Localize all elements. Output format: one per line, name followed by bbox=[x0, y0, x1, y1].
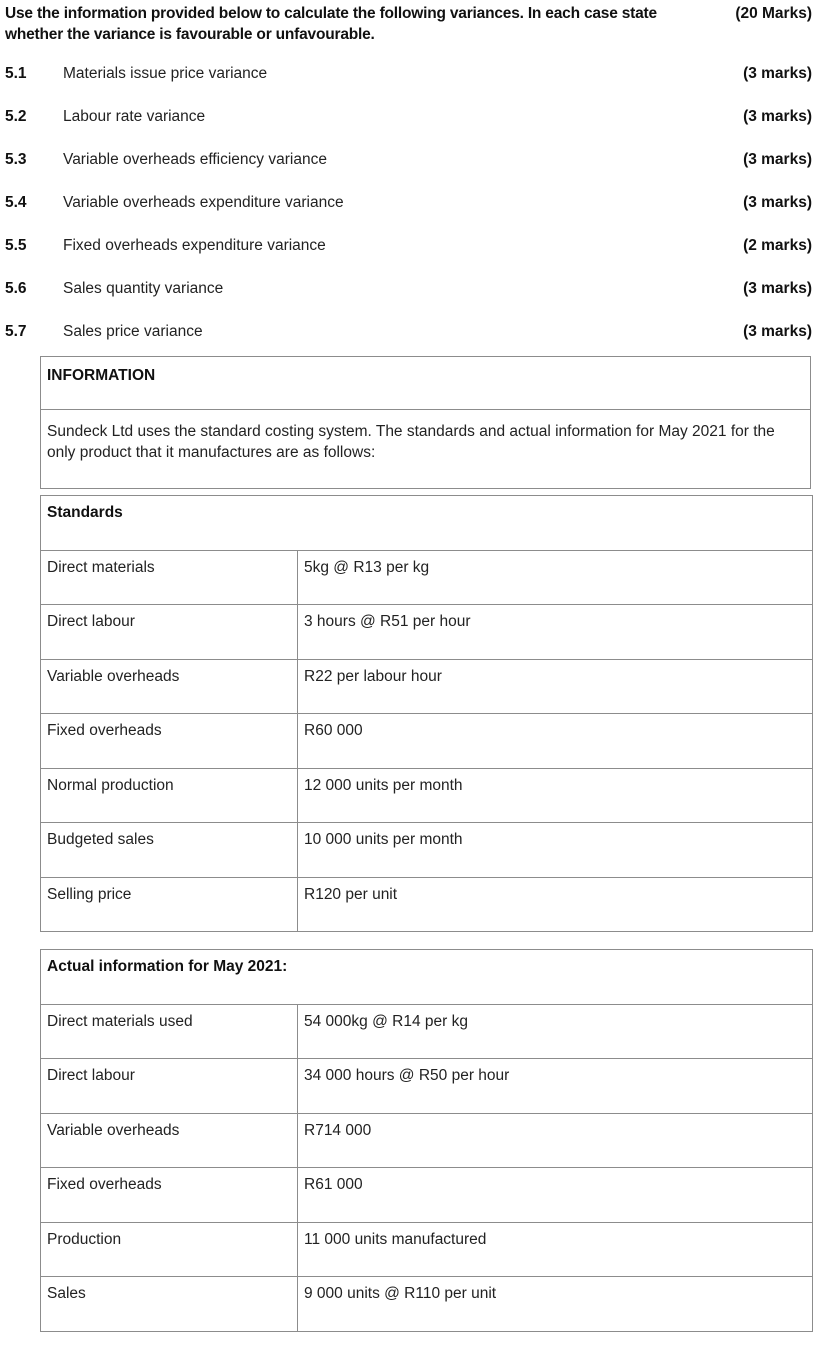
information-heading-box bbox=[40, 356, 811, 410]
row-label: Fixed overheads bbox=[41, 714, 298, 769]
row-label: Fixed overheads bbox=[41, 1168, 298, 1223]
row-value: 10 000 units per month bbox=[298, 823, 813, 878]
question-item bbox=[5, 322, 812, 342]
row-label: Sales bbox=[41, 1277, 298, 1332]
question-marks: (2 marks) bbox=[743, 237, 812, 254]
question-marks: (3 marks) bbox=[743, 323, 812, 340]
question-item bbox=[5, 279, 812, 299]
row-label: Direct labour bbox=[41, 605, 298, 660]
question-text: Variable overheads expenditure variance bbox=[63, 194, 344, 211]
question-text: Materials issue price variance bbox=[63, 65, 268, 82]
question-item bbox=[5, 193, 812, 213]
table-row bbox=[41, 1004, 813, 1059]
row-value: R120 per unit bbox=[298, 877, 813, 932]
row-value: 11 000 units manufactured bbox=[298, 1222, 813, 1277]
question-text: Labour rate variance bbox=[63, 108, 206, 125]
question-text: Sales price variance bbox=[63, 323, 203, 340]
row-label: Production bbox=[41, 1222, 298, 1277]
table-row bbox=[41, 1277, 813, 1332]
question-number: 5.4 bbox=[5, 194, 27, 211]
total-marks: (20 Marks) bbox=[735, 5, 812, 22]
question-text: Fixed overheads expenditure variance bbox=[63, 237, 326, 254]
row-value: R61 000 bbox=[298, 1168, 813, 1223]
row-value: R22 per labour hour bbox=[298, 659, 813, 714]
row-label: Variable overheads bbox=[41, 1113, 298, 1168]
instructions-text: Use the information provided below to calculate the following variances. In each case state whether the variance is favourable or unfavourable. bbox=[5, 5, 657, 43]
actual-info-table bbox=[40, 949, 813, 1332]
question-number: 5.7 bbox=[5, 323, 27, 340]
table-row bbox=[41, 1168, 813, 1223]
table-row bbox=[41, 1113, 813, 1168]
table-row bbox=[41, 605, 813, 660]
question-item bbox=[5, 107, 812, 127]
row-value: 34 000 hours @ R50 per hour bbox=[298, 1059, 813, 1114]
table-row bbox=[41, 1059, 813, 1114]
row-value: 9 000 units @ R110 per unit bbox=[298, 1277, 813, 1332]
table-row bbox=[41, 550, 813, 605]
row-label: Selling price bbox=[41, 877, 298, 932]
question-marks: (3 marks) bbox=[743, 108, 812, 125]
row-value: 54 000kg @ R14 per kg bbox=[298, 1004, 813, 1059]
table-row bbox=[41, 1222, 813, 1277]
information-text-box bbox=[40, 409, 811, 489]
question-number: 5.3 bbox=[5, 151, 27, 168]
row-label: Direct materials bbox=[41, 550, 298, 605]
actual-info-heading: Actual information for May 2021: bbox=[41, 950, 813, 1005]
table-row bbox=[41, 496, 813, 551]
row-value: 5kg @ R13 per kg bbox=[298, 550, 813, 605]
row-value: R714 000 bbox=[298, 1113, 813, 1168]
row-label: Variable overheads bbox=[41, 659, 298, 714]
question-text: Sales quantity variance bbox=[63, 280, 224, 297]
question-marks: (3 marks) bbox=[743, 280, 812, 297]
question-item bbox=[5, 236, 812, 256]
row-value: R60 000 bbox=[298, 714, 813, 769]
question-number: 5.6 bbox=[5, 280, 27, 297]
information-text: Sundeck Ltd uses the standard costing system. The standards and actual information for May 2021 for the only product that it manufactures are as follows: bbox=[47, 423, 775, 461]
row-label: Normal production bbox=[41, 768, 298, 823]
question-number: 5.5 bbox=[5, 237, 27, 254]
question-item bbox=[5, 150, 812, 170]
question-marks: (3 marks) bbox=[743, 151, 812, 168]
row-value: 3 hours @ R51 per hour bbox=[298, 605, 813, 660]
question-text: Variable overheads efficiency variance bbox=[63, 151, 327, 168]
table-row bbox=[41, 768, 813, 823]
row-label: Direct labour bbox=[41, 1059, 298, 1114]
table-row bbox=[41, 659, 813, 714]
table-row bbox=[41, 823, 813, 878]
table-row bbox=[41, 877, 813, 932]
information-heading: INFORMATION bbox=[47, 367, 156, 384]
question-item bbox=[5, 64, 812, 84]
question-number: 5.2 bbox=[5, 108, 27, 125]
question-number: 5.1 bbox=[5, 65, 27, 82]
standards-table bbox=[40, 495, 813, 932]
row-label: Direct materials used bbox=[41, 1004, 298, 1059]
table-row bbox=[41, 950, 813, 1005]
question-marks: (3 marks) bbox=[743, 65, 812, 82]
row-value: 12 000 units per month bbox=[298, 768, 813, 823]
table-row bbox=[41, 714, 813, 769]
row-label: Budgeted sales bbox=[41, 823, 298, 878]
standards-heading: Standards bbox=[41, 496, 813, 551]
question-marks: (3 marks) bbox=[743, 194, 812, 211]
